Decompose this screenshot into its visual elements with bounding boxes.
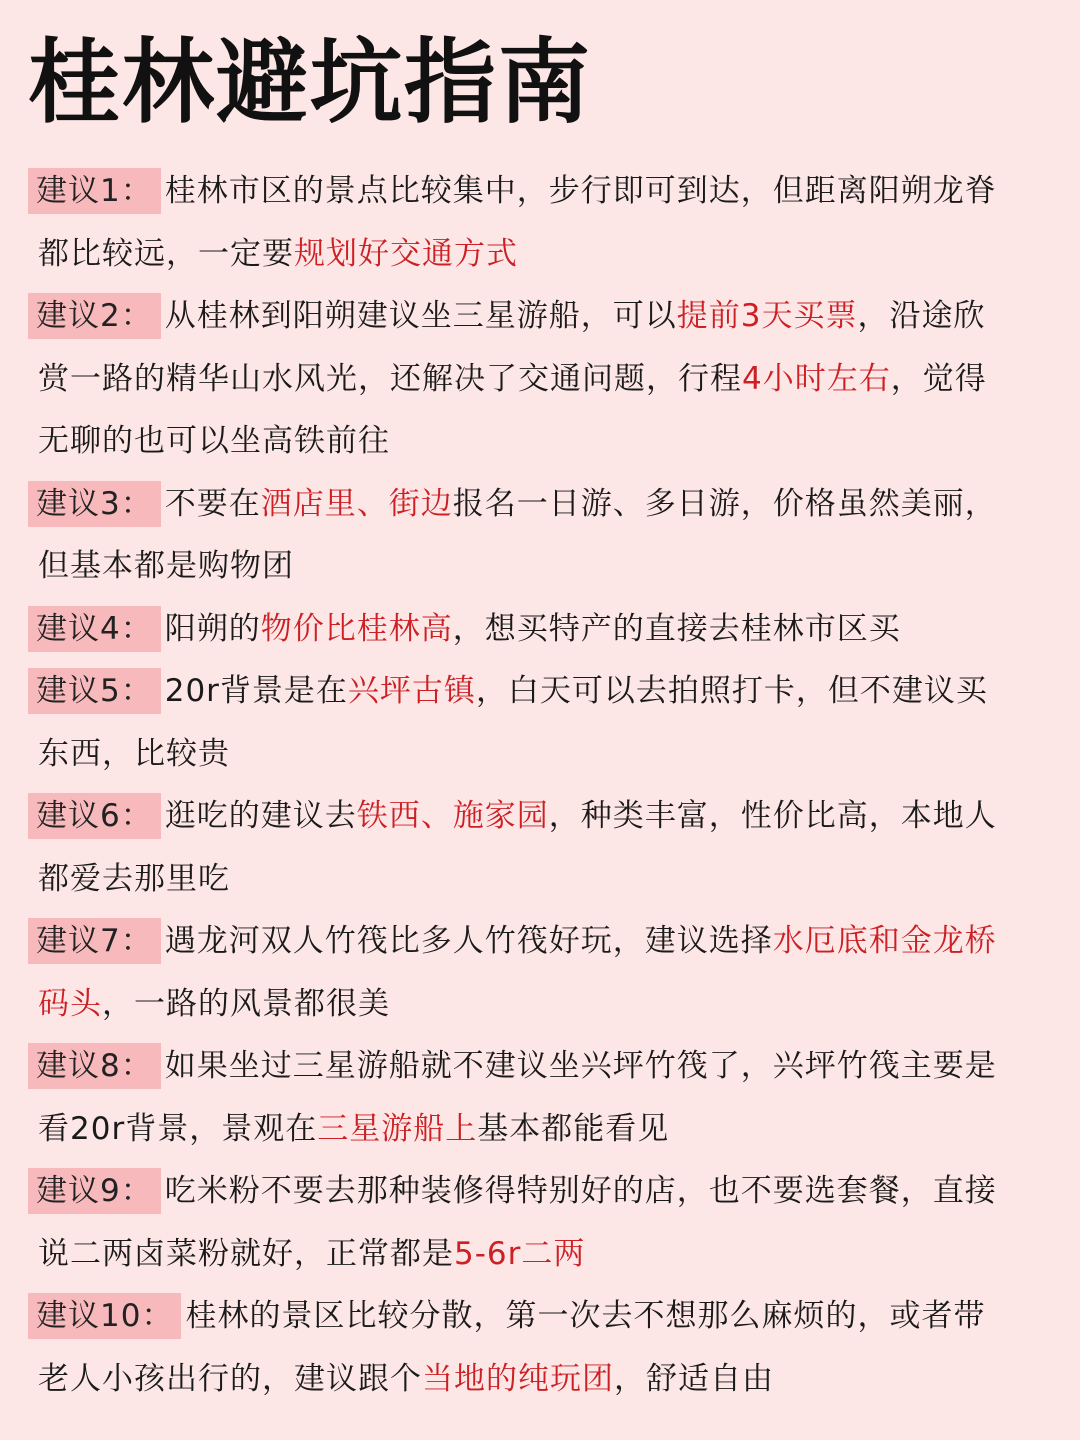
tip-highlight: 5-6r二两 [454, 1235, 586, 1272]
tip-text: 都比较远，一定要 [38, 235, 294, 272]
tip-label: 建议10： [28, 1293, 181, 1339]
tip-text: 遇龙河双人竹筏比多人竹筏好玩，建议选择 [164, 923, 773, 959]
tip-item [28, 1035, 1042, 1098]
tip-label: 建议5： [28, 668, 161, 714]
tip-item [28, 285, 1042, 348]
tip-text: 如果坐过三星游船就不建议坐兴坪竹筏了，兴坪竹筏主要是 [164, 1048, 997, 1084]
tip-text: 桂林市区的景点比较集中，步行即可到达，但距离阳朔龙脊 [164, 173, 997, 209]
tip-text: 20r背景是在 [164, 673, 348, 709]
tip-item-continued [28, 848, 1042, 911]
tip-text: 基本都能看见 [477, 1110, 670, 1147]
tip-text: ，沿途欣 [857, 298, 986, 334]
tip-highlight: 当地的纯玩团 [422, 1360, 614, 1397]
tip-highlight: 兴坪古镇 [347, 673, 476, 709]
tip-text: 东西，比较贵 [38, 735, 230, 772]
tip-label: 建议4： [28, 606, 161, 652]
tip-text: 看20r背景，景观在 [38, 1110, 318, 1147]
tip-label: 建议7： [28, 918, 161, 964]
tip-highlight: 规划好交通方式 [294, 235, 518, 272]
tip-item [28, 473, 1042, 536]
tip-highlight: 码头 [38, 985, 102, 1022]
tip-highlight: 铁西、施家园 [356, 798, 549, 834]
tip-text: 老人小孩出行的，建议跟个 [38, 1360, 422, 1397]
tip-text: ，一路的风景都很美 [102, 985, 390, 1022]
tip-highlight: 4小时左右 [742, 360, 891, 397]
tip-item [28, 660, 1042, 723]
tip-text: ，想买特产的直接去桂林市区买 [452, 610, 901, 647]
tip-label: 建议6： [28, 793, 161, 839]
tip-item-continued [28, 973, 1042, 1036]
tip-text: 无聊的也可以坐高铁前往 [38, 423, 390, 459]
tip-highlight: 提前3天买票 [676, 298, 858, 334]
tip-highlight: 物价比桂林高 [260, 610, 453, 647]
tip-item-continued [28, 348, 1042, 411]
tip-item-continued [28, 535, 1042, 598]
tip-text: 但基本都是购物团 [38, 548, 294, 584]
tip-item [28, 1285, 1042, 1348]
tip-item [28, 785, 1042, 848]
tip-item [28, 160, 1042, 223]
tip-label: 建议1： [28, 168, 161, 214]
tip-label: 建议8： [28, 1043, 161, 1089]
tip-text: 说二两卤菜粉就好，正常都是 [38, 1235, 454, 1272]
tip-text: 赏一路的精华山水风光，还解决了交通问题，行程 [38, 360, 742, 397]
tips-list [28, 160, 1042, 1410]
tip-text: 阳朔的 [164, 610, 261, 647]
tip-highlight: 酒店里、街边 [260, 485, 453, 522]
tip-label: 建议2： [28, 293, 161, 339]
tip-text: 从桂林到阳朔建议坐三星游船，可以 [164, 298, 677, 334]
tip-item [28, 910, 1042, 973]
tip-item-continued [28, 723, 1042, 786]
page-title: 桂林避坑指南 [28, 29, 593, 136]
tip-label: 建议3： [28, 481, 161, 527]
tip-text: ，觉得 [890, 360, 987, 397]
tip-text: 桂林的景区比较分散，第一次去不想那么麻烦的，或者带 [185, 1298, 986, 1334]
tip-text: 不要在 [164, 485, 261, 522]
tip-item-continued [28, 223, 1042, 286]
tip-item [28, 1160, 1042, 1223]
tip-label: 建议9： [28, 1168, 161, 1214]
tip-item-continued [28, 1223, 1042, 1286]
tip-highlight: 三星游船上 [317, 1110, 478, 1147]
tip-text: 吃米粉不要去那种装修得特别好的店，也不要选套餐，直接 [164, 1173, 997, 1209]
tip-item [28, 598, 1042, 661]
tip-item-continued [28, 1348, 1042, 1411]
tip-text: 逛吃的建议去 [164, 798, 357, 834]
tip-item-continued [28, 410, 1042, 473]
tip-text: ，白天可以去拍照打卡，但不建议买 [475, 673, 988, 709]
tip-text: 报名一日游、多日游，价格虽然美丽， [452, 485, 997, 522]
tip-text: ，舒适自由 [614, 1360, 774, 1397]
tip-item-continued [28, 1098, 1042, 1161]
tip-text: ，种类丰富，性价比高，本地人 [548, 798, 997, 834]
tip-highlight: 水厄底和金龙桥 [772, 923, 997, 959]
tip-text: 都爱去那里吃 [38, 860, 230, 897]
